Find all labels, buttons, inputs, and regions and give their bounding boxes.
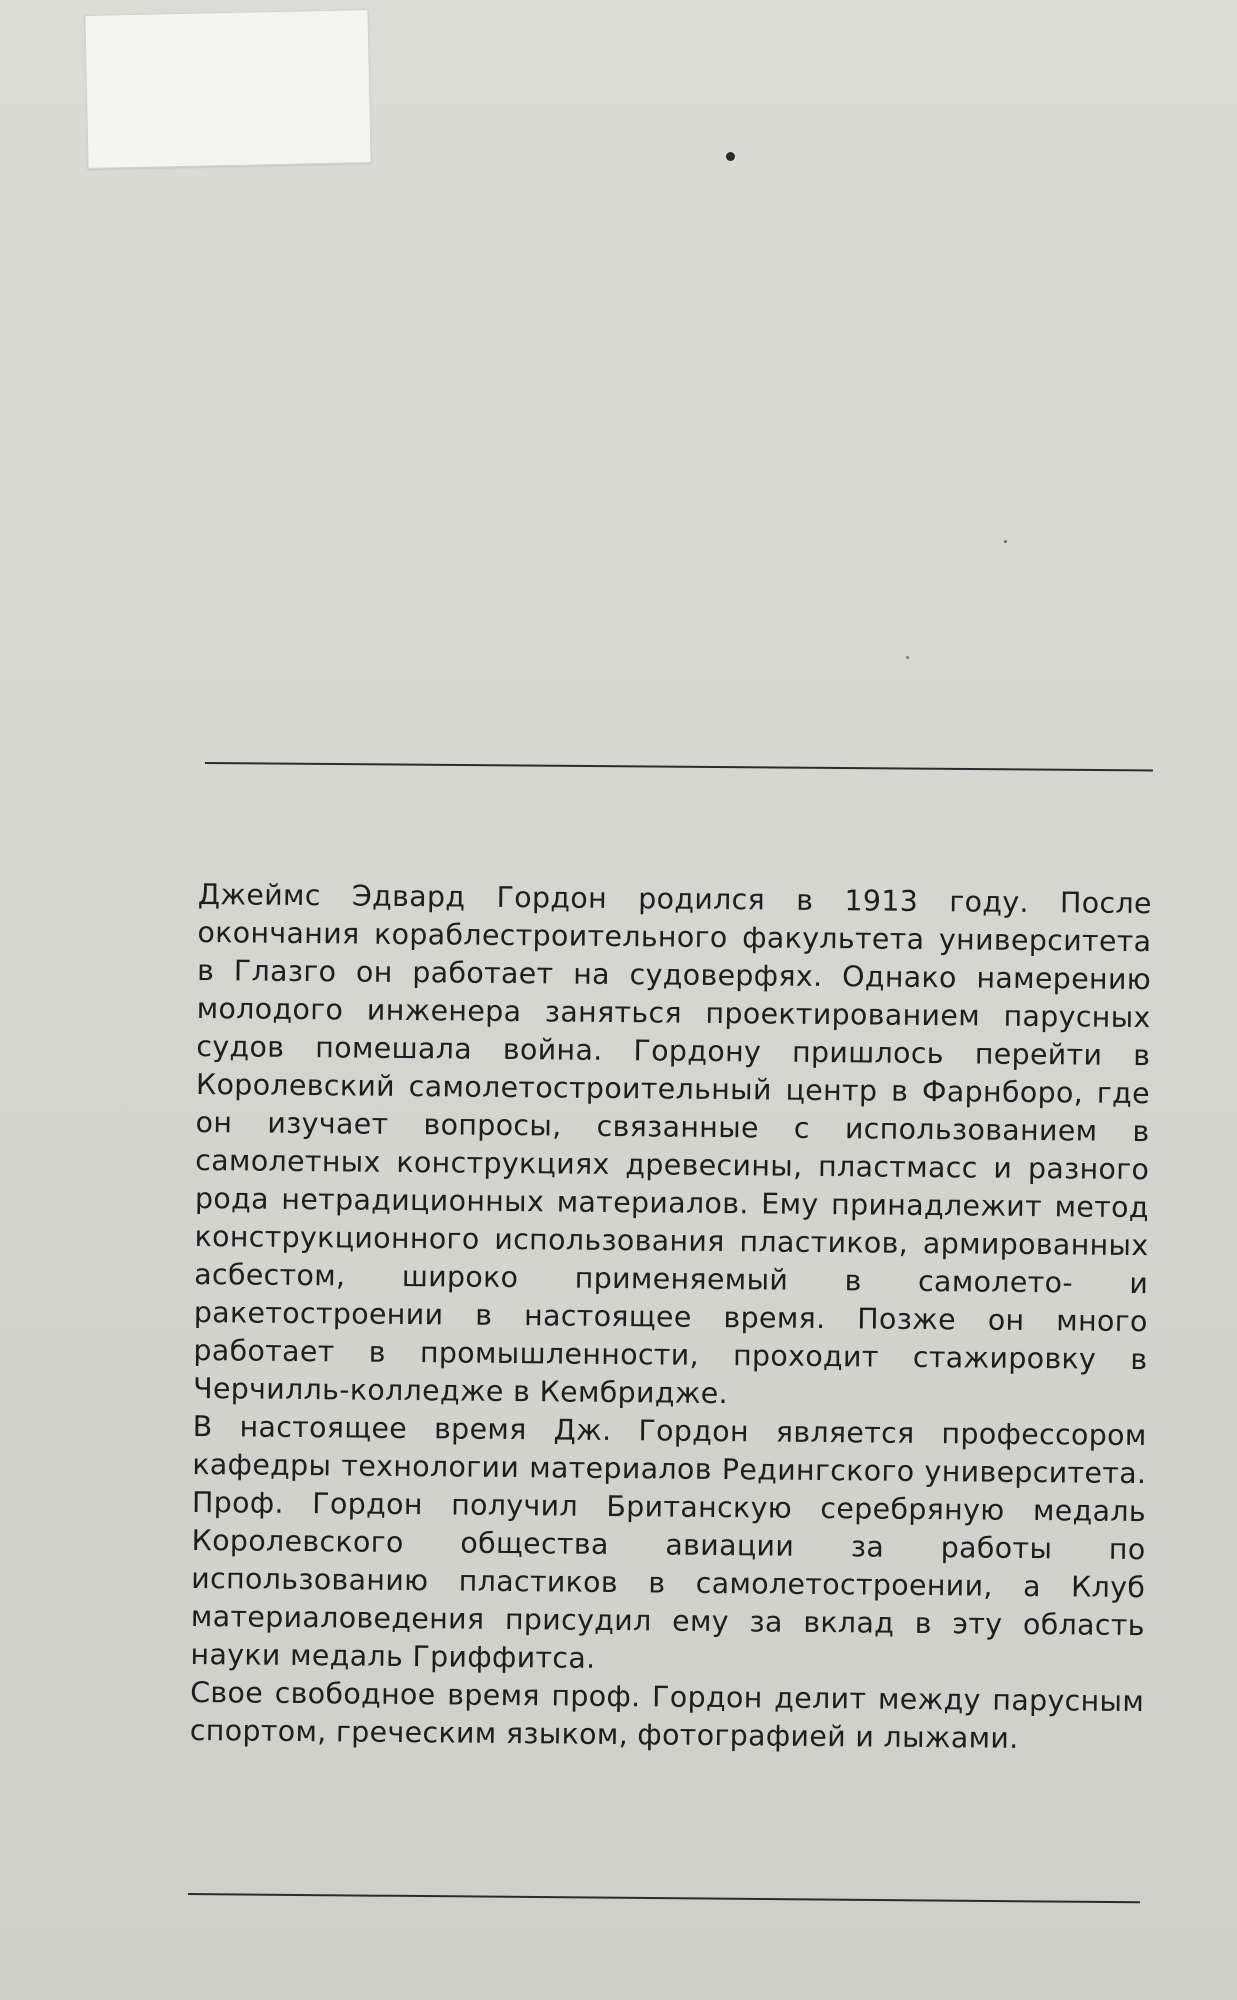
ink-speck <box>906 656 909 659</box>
top-divider-line <box>205 762 1153 771</box>
author-biography <box>190 876 1152 1759</box>
ink-speck <box>1004 540 1007 543</box>
bio-paragraph-1: Джеймс Эдвард Гордон родился в 1913 году. После окончания кораблестроительного факультета университета в Глазго он работает на судоверфях. Однако намерению молодого инженера заняться проектированием парусных судов помешала война. Гордону пришлось перейти в Королевский самолетостроительный центр в Фарнборо, где он изучает вопросы, связанные с использованием в самолетных конструкциях древесины, пластмасс и разного рода нетрадиционных материалов. Ему принадлежит метод конструкционного использования пластиков, армированных асбестом, широко применяемый в самолето- и ракетостроении в настоящее время. Позже он много работает в промышленности, проходит стажировку в Черчилль-колледже в Кембридже. <box>192 877 1152 1411</box>
ink-speck <box>726 152 735 161</box>
bio-paragraph-2: В настоящее время Дж. Гордон является профессором кафедры технологии материалов Редингского университета. Проф. Гордон получил Британскую серебряную медаль Королевского общества авиации за работы по использованию пластиков в самолетостроении, а Клуб материаловедения присудил ему за вклад в эту область науки медаль Гриффитса. <box>190 1409 1147 1675</box>
bio-paragraph-3: Свое свободное время проф. Гордон делит между парусным спортом, греческим языком, фотографией и лыжами. <box>189 1675 1145 1755</box>
bottom-divider-line <box>188 1893 1140 1903</box>
paper-sticker <box>84 9 371 169</box>
